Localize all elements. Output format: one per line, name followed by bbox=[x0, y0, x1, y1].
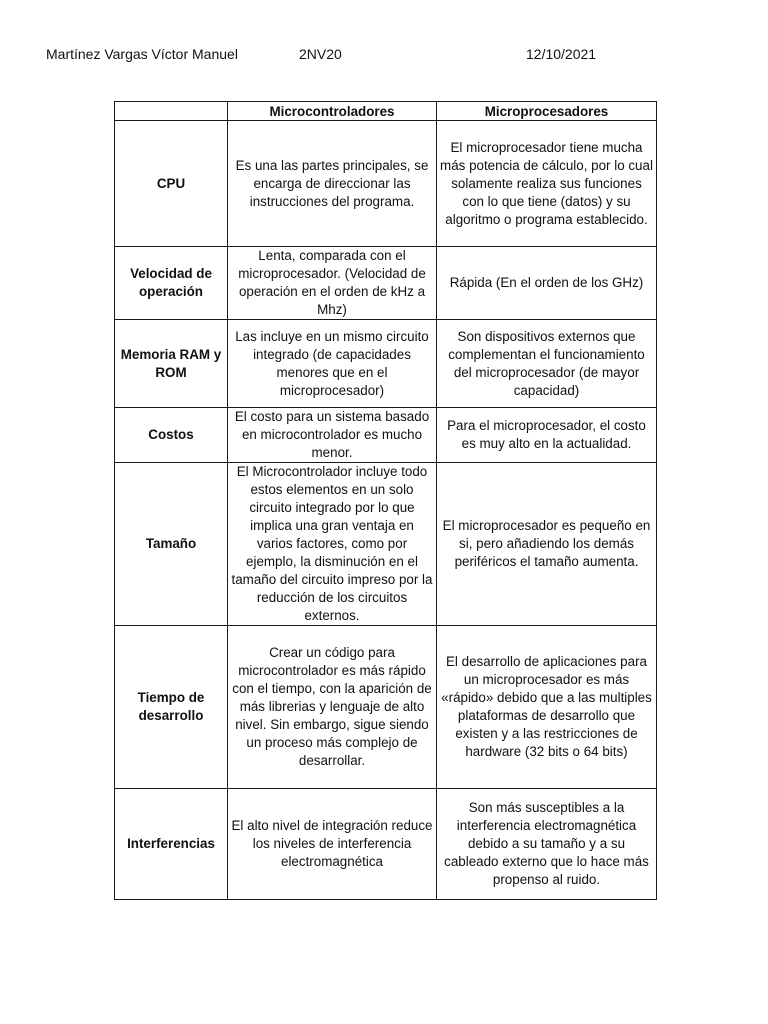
row-label: Memoria RAM y ROM bbox=[115, 320, 228, 408]
table-row bbox=[115, 247, 657, 320]
document-date: 12/10/2021 bbox=[526, 46, 597, 62]
row-label: Tiempo de desarrollo bbox=[115, 626, 228, 789]
header-cell-blank bbox=[115, 102, 228, 121]
table-row bbox=[115, 463, 657, 626]
microcontroller-cell: Crear un código para microcontrolador es más rápido con el tiempo, con la aparición de más librerias y lenguaje de alto nivel. Sin embargo, sigue siendo un proceso más complejo de desarrollar. bbox=[228, 626, 437, 789]
group-code: 2NV20 bbox=[299, 46, 342, 62]
microprocessor-cell: El microprocesador es pequeño en si, pero añadiendo los demás periféricos el tamaño aumenta. bbox=[437, 463, 657, 626]
table-row bbox=[115, 121, 657, 247]
microprocessor-cell: Rápida (En el orden de los GHz) bbox=[437, 247, 657, 320]
comparison-table bbox=[114, 101, 657, 900]
table-row bbox=[115, 789, 657, 900]
row-label: CPU bbox=[115, 121, 228, 247]
author-name: Martínez Vargas Víctor Manuel bbox=[46, 46, 238, 62]
microprocessor-cell: El microprocesador tiene mucha más potencia de cálculo, por lo cual solamente realiza sus funciones con lo que tiene (datos) y su algoritmo o programa establecido. bbox=[437, 121, 657, 247]
microprocessor-cell: Para el microprocesador, el costo es muy alto en la actualidad. bbox=[437, 408, 657, 463]
row-label: Interferencias bbox=[115, 789, 228, 900]
table-header-row bbox=[115, 102, 657, 121]
microcontroller-cell: El alto nivel de integración reduce los niveles de interferencia electromagnética bbox=[228, 789, 437, 900]
microprocessor-cell: Son dispositivos externos que complementan el funcionamiento del microprocesador (de mayor capacidad) bbox=[437, 320, 657, 408]
microcontroller-cell: Es una las partes principales, se encarga de direccionar las instrucciones del programa. bbox=[228, 121, 437, 247]
microprocessor-cell: El desarrollo de aplicaciones para un microprocesador es más «rápido» debido que a las multiples plataformas de desarrollo que existen y a las restricciones de hardware (32 bits o 64 bits) bbox=[437, 626, 657, 789]
table-row bbox=[115, 320, 657, 408]
table-row bbox=[115, 408, 657, 463]
microcontroller-cell: Lenta, comparada con el microprocesador. (Velocidad de operación en el orden de kHz a Mhz) bbox=[228, 247, 437, 320]
microcontroller-cell: El Microcontrolador incluye todo estos elementos en un solo circuito integrado por lo que implica una gran ventaja en varios factores, como por ejemplo, la disminución en el tamaño del circuito impreso por la reducción de los circuitos externos. bbox=[228, 463, 437, 626]
microcontroller-cell: Las incluye en un mismo circuito integrado (de capacidades menores que en el microprocesador) bbox=[228, 320, 437, 408]
microcontroller-cell: El costo para un sistema basado en microcontrolador es mucho menor. bbox=[228, 408, 437, 463]
row-label: Tamaño bbox=[115, 463, 228, 626]
header-cell-microprocesadores: Microprocesadores bbox=[437, 102, 657, 121]
microprocessor-cell: Son más susceptibles a la interferencia electromagnética debido a su tamaño y a su cableado externo que lo hace más propenso al ruido. bbox=[437, 789, 657, 900]
row-label: Velocidad de operación bbox=[115, 247, 228, 320]
header-cell-microcontroladores: Microcontroladores bbox=[228, 102, 437, 121]
table-row bbox=[115, 626, 657, 789]
row-label: Costos bbox=[115, 408, 228, 463]
